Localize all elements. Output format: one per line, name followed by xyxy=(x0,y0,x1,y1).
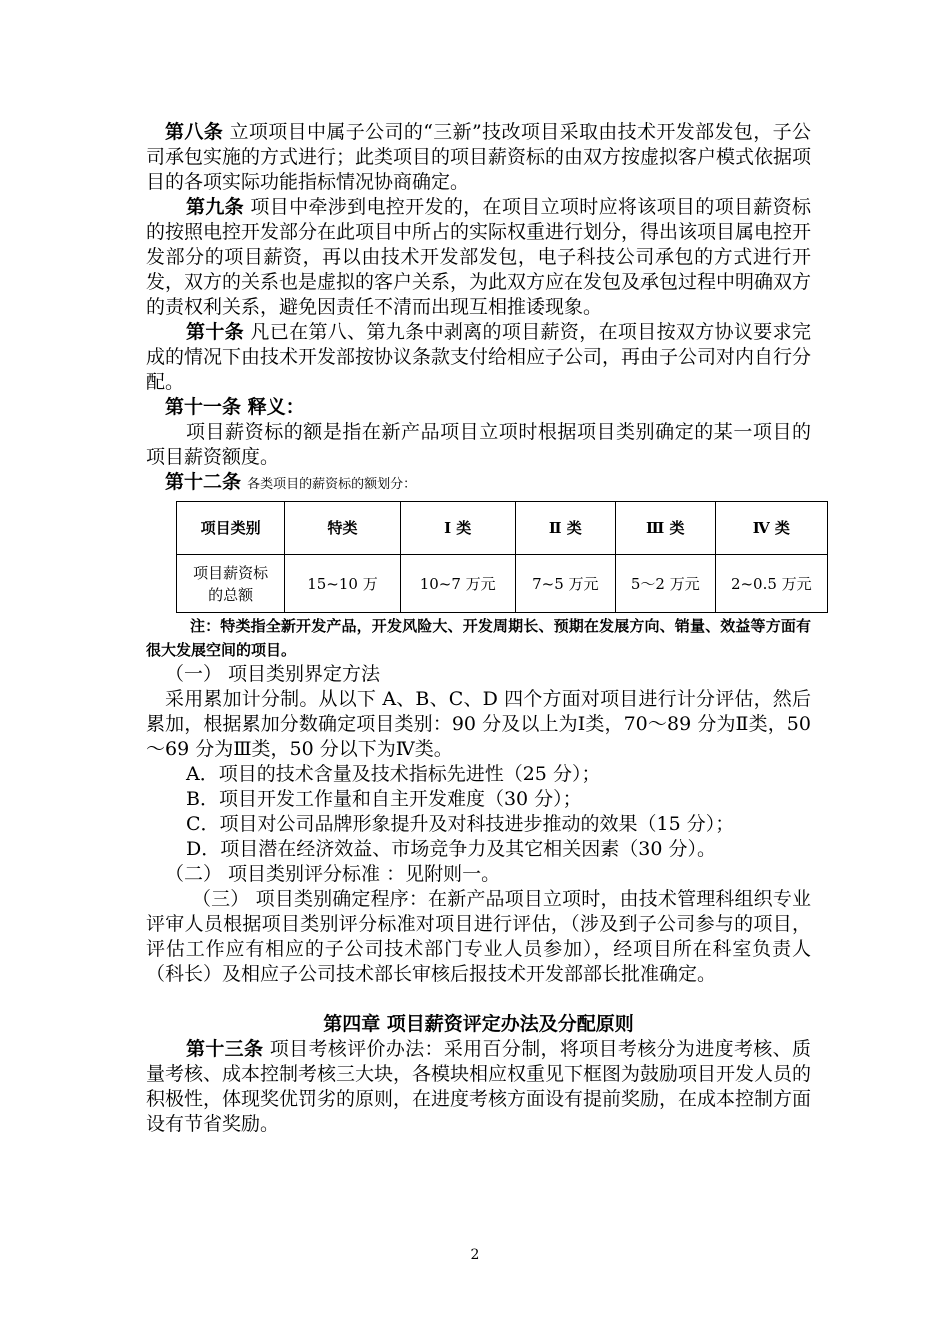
salary-table xyxy=(176,501,828,613)
table-header-cell: 项目类别 xyxy=(177,502,285,555)
article-13 xyxy=(146,1037,811,1137)
article-13-title: 第十三条 xyxy=(186,1038,264,1060)
table-row-label: 项目薪资标的总额 xyxy=(177,555,285,613)
table-cell: 2~0.5 万元 xyxy=(715,555,827,613)
table-header-cell: Ⅰ 类 xyxy=(400,502,515,555)
table-header-row xyxy=(177,502,828,555)
article-11-title: 第十一条 释义： xyxy=(165,396,305,418)
table-header-cell: 特类 xyxy=(285,502,400,555)
criterion-d: D．项目潜在经济效益、市场竞争力及其它相关因素（30 分）。 xyxy=(186,838,716,860)
article-12-title: 第十二条 xyxy=(165,471,242,493)
table-cell: 5～2 万元 xyxy=(615,555,715,613)
table-note: 注：特类指全新开发产品，开发风险大、开发周期长、预期在发展方向、销量、效益等方面有很大发展空间的项目。 xyxy=(146,617,811,659)
table-header-cell: Ⅲ 类 xyxy=(615,502,715,555)
article-8-title: 第八条 xyxy=(165,121,224,143)
article-8 xyxy=(146,120,811,195)
table-cell: 10~7 万元 xyxy=(400,555,515,613)
table-row xyxy=(177,555,828,613)
section-2: （二） 项目类别评分标准 ：见附则一。 xyxy=(165,863,501,885)
article-12-text: 各类项目的薪资标的额划分： xyxy=(247,477,417,492)
article-13-text: 项目考核评价办法：采用百分制，将项目考核分为进度考核、质量考核、成本控制考核三大块，各模块相应权重见下框图为鼓励项目开发人员的积极性，体现奖优罚劣的原则，在进度考核方面设有提前奖励，在成本控制方面设有节省奖励。 xyxy=(146,1038,812,1135)
article-12 xyxy=(146,470,811,497)
criterion-a: A．项目的技术含量及技术指标先进性（25 分）； xyxy=(186,763,601,785)
article-10-title: 第十条 xyxy=(186,321,245,343)
table-header-cell: Ⅱ 类 xyxy=(515,502,615,555)
article-11-text: 项目薪资标的额是指在新产品项目立项时根据项目类别确定的某一项目的项目薪资额度。 xyxy=(146,421,811,468)
page-content xyxy=(146,120,811,1137)
section-3: （三） 项目类别确定程序：在新产品项目立项时，由技术管理科组织专业评审人员根据项目类别评分标准对项目进行评估，（涉及到子公司参与的项目，评估工作应有相应的子公司技术部门专业人员参加），经项目所在科室负责人（科长）及相应子公司技术部长审核后报技术开发部部长批准确定。 xyxy=(146,888,811,985)
criterion-c: C．项目对公司品牌形象提升及对科技进步推动的效果（15 分）； xyxy=(186,813,735,835)
article-8-text: 立项项目中属子公司的“三新”技改项目采取由技术开发部发包，子公司承包实施的方式进行；此类项目的项目薪资标的由双方按虚拟客户模式依据项目的各项实际功能指标情况协商确定。 xyxy=(146,121,812,193)
criterion-b: B．项目开发工作量和自主开发难度（30 分）； xyxy=(186,788,582,810)
article-9-title: 第九条 xyxy=(186,196,245,218)
article-9-text: 项目中牵涉到电控开发的，在项目立项时应将该项目的项目薪资标的按照电控开发部分在此项目中所占的实际权重进行划分，得出该项目属电控开发部分的项目薪资，再以由技术开发部发包，电子科技公司承包的方式进行开发，双方的关系也是虚拟的客户关系，为此双方应在发包及承包过程中明确双方的责权利关系，避免因责任不清而出现互相推诿现象。 xyxy=(146,196,812,318)
article-10 xyxy=(146,320,811,395)
table-cell: 15~10 万 xyxy=(285,555,400,613)
chapter-4-title: 第四章 项目薪资评定办法及分配原则 xyxy=(323,1013,634,1035)
article-9 xyxy=(146,195,811,320)
table-cell: 7~5 万元 xyxy=(515,555,615,613)
section-1-title: （一） 项目类别界定方法 xyxy=(165,663,381,685)
page-number: 2 xyxy=(470,1247,480,1263)
table-header-cell: Ⅳ 类 xyxy=(715,502,827,555)
article-10-text: 凡已在第八、第九条中剥离的项目薪资，在项目按双方协议要求完成的情况下由技术开发部按协议条款支付给相应子公司，再由子公司对内自行分配。 xyxy=(146,321,812,393)
section-1-text: 采用累加计分制。从以下 A、B、C、D 四个方面对项目进行计分评估，然后累加，根据累加分数确定项目类别：90 分及以上为Ⅰ类，70～89 分为Ⅱ类，50～69 分为Ⅲ类，50 分以下为Ⅳ类。 xyxy=(146,688,811,760)
